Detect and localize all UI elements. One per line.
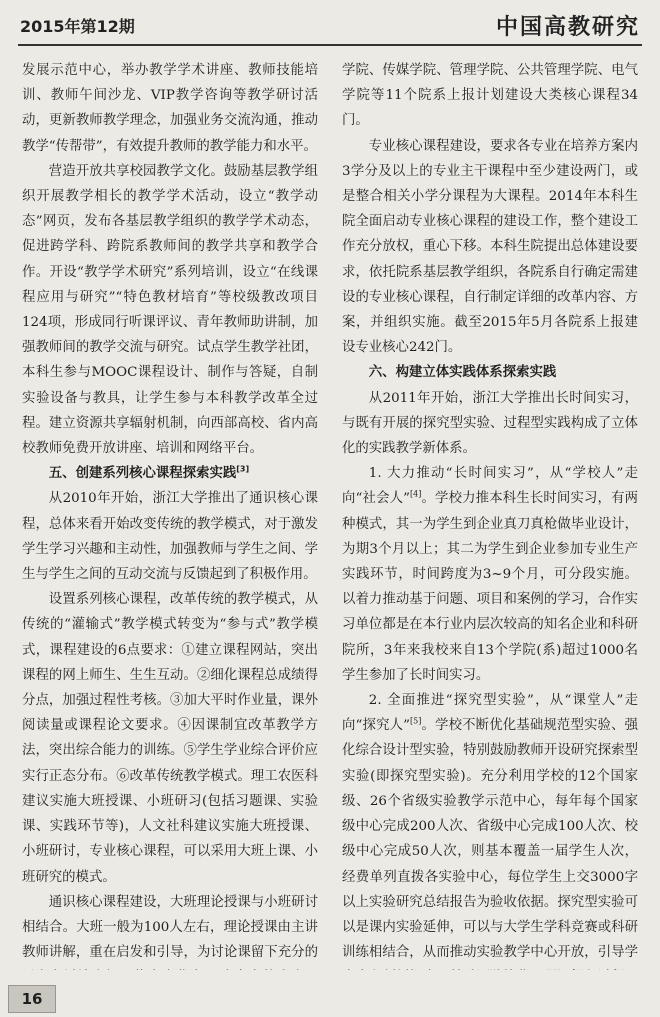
- paragraph: [342, 688, 638, 970]
- paragraph: 发展示范中心，举办教学学术讲座、教师技能培训、教师午间沙龙、VIP教学咨询等教学研讨活动，更新教师教学理念，加强业务交流沟通，推动教学“传帮带”，有效提升教师的教学能力和水平。: [22, 63, 318, 154]
- left-column: [22, 58, 318, 970]
- reference-mark: [5]: [410, 716, 422, 726]
- paragraph: 从2010年开始，浙江大学推出了通识核心课程，总体来看开始改变传统的教学模式，对于激发学生学习兴趣和主动性，加强教师与学生之间、学生与学生之间的互动交流与反馈起到了积极作用。: [22, 491, 318, 583]
- paragraph: 学院、传媒学院、管理学院、公共管理学院、电气学院等11个院系上报计划建设大类核心课程34门。: [342, 63, 638, 129]
- paragraph: 营造开放共享校园教学文化。鼓励基层教学组织开展教学相长的教学学术活动，设立“教学动态”网页，发布各基层教学组织的教学学术动态，促进跨学科、跨院系教师间的教学共享和教学合作。开设“教学学术研究”系列培训，设立“在线课程应用与研究”“特色教材培育”等校级教改项目124项，形成同行听课评议、青年教师助讲制，加强教师间的教学交流与研究。试点学生教学社团，本科生参与MOOC课程设计、制作与答疑，自制实验设备与教具，让学生参与本科教学改革全过程。建立资源共享辐射机制，向西部高校、省内高校教师免费开放讲座、培训和网络平台。: [22, 163, 318, 457]
- paragraph-text: 。学校不断优化基础规范型实验、强化综合设计型实验，特别鼓励教师开设研究探索型实验(即探究型实验)。充分利用学校的12个国家级、26个省级实验教学示范中心，每年每个国家级中心完成200人次、省级中心完成100人次、校级中心完成50人次，则基本覆盖一届学生人次，经费单列直拨各实验中心，每位学生上交3000字以上实验研究总结报告为验收依据。探究型实验可以是课内实验延伸，可以与大学生学科竞赛或科研训练相结合，从而推动实验教学中心开放，引导学: [342, 718, 638, 961]
- paragraph: [342, 461, 638, 688]
- paragraph: 设置系列核心课程，改革传统的教学模式，从传统的“灌输式”教学模式转变为“参与式”教学模式，课程建设的6点要求：①建立课程网站，突出课程的网上师生、生生互动。②细化课程总成绩得分点，加强过程性考核。③加大平时作业量，课外阅读量或课程论文要求。④因课制宜改革教学方法，突出综合能力的训练。⑤学生学业综合评价应实行正态分布。⑥改革传统教学模式。理工农医科建议实施大班授课、小班研习(包括习题课、实验课、实践环节等)，人文社科建议实施大班授课、小班研讨，专业核心课程，可以采用大班上课、小班研究的模式。: [22, 592, 318, 885]
- section-heading-text: 五、创建系列核心课程探索实践: [48, 466, 237, 482]
- paragraph: 通识核心课程建设，大班理论授课与小班研讨相结合。大班一般为100人左右，理论授课由主讲教师讲解，重在启发和引导，为讨论课留下充分的: [22, 894, 318, 961]
- journal-title: 中国高教研究: [495, 15, 640, 40]
- paragraph-text: 2. 全面推进“探究型实验”，从“课堂人”走向“探究人”: [342, 693, 638, 734]
- reference-mark: [4]: [410, 489, 422, 499]
- page-number: 16: [8, 985, 56, 1013]
- paragraph-text: 1. 大力推动“长时间实习”，从“学校人”走向“社会人”: [342, 466, 638, 507]
- section-heading: 六、构建立体实践体系探索实践: [368, 365, 557, 381]
- paragraph: 专业核心课程建设，要求各专业在培养方案内3学分及以上的专业主干课程中至少建设两门，或是整合相关小学分课程为大课程。2014年本科生院全面启动专业核心课程的建设工作，整个建设工作充分放权，重心下移。本科生院提出总体建设要求，依托院系基层教学组织，各院系自行确定需建设的专业核心课程，自行制定详细的改革内容、方案，并组织实施。截至2015年5月各院系上报建设专业核心242门。: [342, 138, 638, 356]
- issue-label: 2015年第12期: [20, 17, 135, 36]
- section-heading: [22, 461, 318, 486]
- reference-mark: [3]: [236, 464, 250, 474]
- header-divider: [18, 44, 642, 46]
- page-header: [0, 0, 660, 52]
- paragraph: 从2011年开始，浙江大学推出长时间实习，与既有开展的探究型实验、过程型实践构成了立体化的实践教学新体系。: [342, 390, 638, 457]
- right-column: [342, 58, 638, 970]
- paragraph-text: 。学校力推本科生长时间实习，有两种模式，其一为学生到企业真刀真枪做毕业设计，为期3个月以上；其二为学生到企业参加专业生产实践环节，时间跨度为3~9个月，可分段实施。以着力推动基于问题、项目和案例的学习，合作实习单位都是在本行业内层次较高的知名企业和科研院所，3年来我校来自13个学院(系)超过1000名学生参加了长时间实习。: [342, 491, 638, 683]
